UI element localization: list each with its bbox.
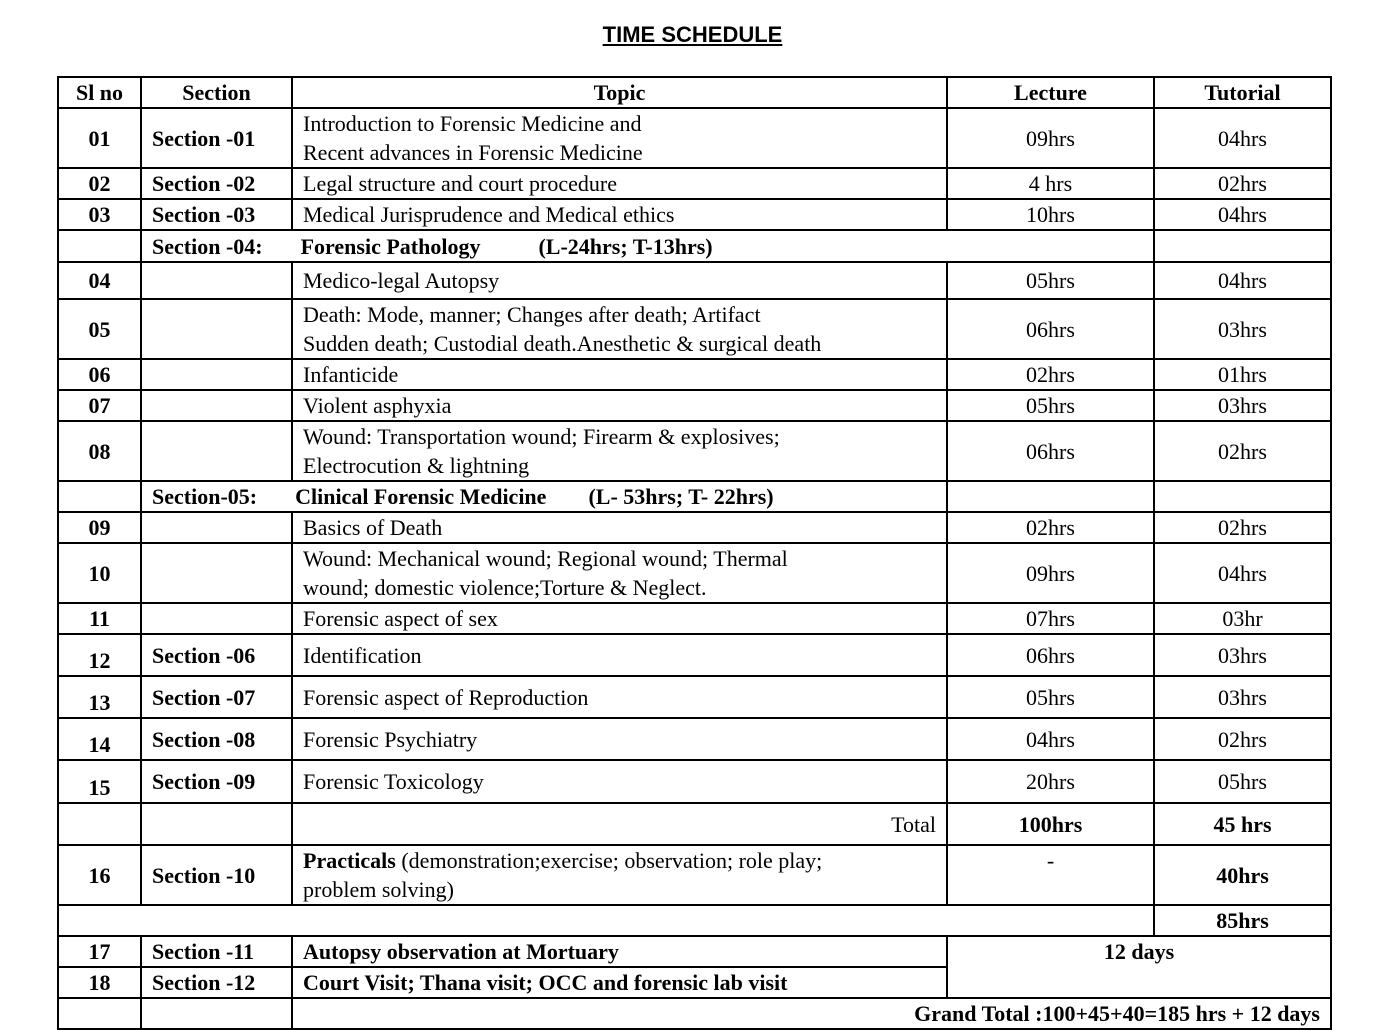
topic-cell [292,543,947,603]
section-cell: Section -01 [141,108,292,168]
header-row [58,77,1331,108]
page-title: TIME SCHEDULE [602,22,783,47]
tutorial-cell: 40hrs [1154,845,1331,905]
practicals-detail: (demonstration;exercise; observation; role play; [395,848,823,873]
sl-no: 10 [58,543,141,603]
topic-cell [292,845,947,905]
sl-no: 12 [58,634,141,676]
section-cell: Section -10 [141,845,292,905]
sl-no: 01 [58,108,141,168]
section-cell-empty [141,512,292,543]
sl-no: 18 [58,967,141,998]
section-name: Clinical Forensic Medicine [295,484,547,509]
tutorial-cell: 02hrs [1154,512,1331,543]
topic-line [303,846,936,875]
topic-line: Wound: Transportation wound; Firearm & explosives; [303,424,780,449]
table-row [58,421,1331,481]
topic-cell: Medico-legal Autopsy [292,262,947,299]
topic-line: problem solving) [303,877,454,902]
sl-no-empty [58,998,141,1029]
lecture-cell: 05hrs [947,262,1154,299]
lecture-cell: 05hrs [947,676,1154,718]
sl-no: 15 [58,760,141,803]
total-lecture: 100hrs [947,803,1154,845]
table-row [58,845,1331,905]
sl-no-empty [58,481,141,512]
header-tutorial: Tutorial [1154,77,1331,108]
tutorial-cell: 05hrs [1154,760,1331,803]
tutorial-cell: 02hrs [1154,168,1331,199]
total-label: Total [292,803,947,845]
section-hours: (L- 53hrs; T- 22hrs) [588,484,774,509]
topic-cell: Court Visit; Thana visit; OCC and forensic lab visit [292,967,947,998]
lecture-cell: 06hrs [947,299,1154,359]
section-heading [141,230,1154,262]
section-label: Section-05: [152,484,258,509]
topic-cell: Violent asphyxia [292,390,947,421]
sl-no: 03 [58,199,141,230]
table-row [58,262,1331,299]
tutorial-cell: 03hrs [1154,676,1331,718]
section-cell-empty [141,421,292,481]
sl-no: 17 [58,936,141,967]
lecture-cell: - [947,845,1154,905]
lecture-cell: 02hrs [947,359,1154,390]
sl-no-empty [58,230,141,262]
section-cell: Section -11 [141,936,292,967]
section-name: Forensic Pathology [300,233,481,259]
sl-no: 08 [58,421,141,481]
lecture-cell: 06hrs [947,634,1154,676]
header-lecture: Lecture [947,77,1154,108]
topic-cell: Forensic Toxicology [292,760,947,803]
section-cell-empty [141,262,292,299]
topic-line: Wound: Mechanical wound; Regional wound; Thermal [303,546,788,571]
tutorial-cell: 03hr [1154,603,1331,634]
topic-cell: Forensic aspect of sex [292,603,947,634]
tutorial-cell: 02hrs [1154,718,1331,760]
tutorial-cell: 04hrs [1154,543,1331,603]
table-row [58,936,1331,967]
section-cell: Section -08 [141,718,292,760]
section-header-row [58,230,1331,262]
sl-no: 14 [58,718,141,760]
sl-no-empty [58,803,141,845]
topic-cell [292,421,947,481]
tutorial-cell: 04hrs [1154,262,1331,299]
total-tutorial: 45 hrs [1154,803,1331,845]
lecture-cell: 09hrs [947,543,1154,603]
time-schedule-table [57,76,1332,1030]
section-cell-empty [141,803,292,845]
lecture-cell: 4 hrs [947,168,1154,199]
table-row [58,359,1331,390]
tutorial-cell: 03hrs [1154,390,1331,421]
section-header-row [58,481,1331,512]
header-topic: Topic [292,77,947,108]
section-cell: Section -02 [141,168,292,199]
tutorial-cell: 03hrs [1154,634,1331,676]
tutorial-cell: 03hrs [1154,299,1331,359]
total-row [58,803,1331,845]
table-row [58,299,1331,359]
header-sl-no: Sl no [58,77,141,108]
topic-cell: Forensic Psychiatry [292,718,947,760]
tutorial-cell: 02hrs [1154,421,1331,481]
topic-line: wound; domestic violence;Torture & Neglect. [303,575,707,600]
sl-no: 02 [58,168,141,199]
topic-cell: Identification [292,634,947,676]
topic-line: Sudden death; Custodial death.Anesthetic & surgical death [303,331,822,356]
sl-no: 05 [58,299,141,359]
tutorial-cell: 04hrs [1154,108,1331,168]
topic-cell: Infanticide [292,359,947,390]
visit-duration: 12 days [947,936,1331,998]
sl-no: 09 [58,512,141,543]
topic-cell: Autopsy observation at Mortuary [292,936,947,967]
topic-cell: Basics of Death [292,512,947,543]
topic-line: Electrocution & lightning [303,453,530,478]
table-row [58,108,1331,168]
header-section: Section [141,77,292,108]
section-cell: Section -03 [141,199,292,230]
table-row [58,390,1331,421]
section-cell-empty [141,998,292,1029]
sl-no: 06 [58,359,141,390]
table-row [58,543,1331,603]
topic-cell [292,108,947,168]
lecture-cell: 20hrs [947,760,1154,803]
section-cell: Section -09 [141,760,292,803]
topic-cell [292,299,947,359]
lecture-cell-empty [947,481,1154,512]
topic-line: Recent advances in Forensic Medicine [303,140,643,165]
lecture-cell: 05hrs [947,390,1154,421]
sl-no: 13 [58,676,141,718]
table-row [58,199,1331,230]
lecture-cell: 07hrs [947,603,1154,634]
grand-total: Grand Total :100+45+40=185 hrs + 12 days [292,998,1331,1029]
section-cell-empty [141,603,292,634]
lecture-cell: 09hrs [947,108,1154,168]
lecture-cell: 10hrs [947,199,1154,230]
subtotal-row [58,905,1331,936]
table-row [58,676,1331,718]
tutorial-cell: 01hrs [1154,359,1331,390]
table-row [58,634,1331,676]
section-cell: Section -07 [141,676,292,718]
tutorial-cell-empty [1154,481,1331,512]
topic-cell: Medical Jurisprudence and Medical ethics [292,199,947,230]
section-cell: Section -12 [141,967,292,998]
sl-no: 16 [58,845,141,905]
topic-line: Introduction to Forensic Medicine and [303,111,642,136]
grand-total-row [58,998,1331,1029]
section-cell: Section -06 [141,634,292,676]
table-row [58,603,1331,634]
table-row [58,760,1331,803]
lecture-cell: 06hrs [947,421,1154,481]
section-hours: (L-24hrs; T-13hrs) [538,233,713,259]
subtotal-spacer [58,905,1154,936]
sl-no: 11 [58,603,141,634]
section-cell-empty [141,359,292,390]
sl-no: 07 [58,390,141,421]
practicals-label: Practicals [303,848,396,873]
table-row [58,512,1331,543]
lecture-cell: 04hrs [947,718,1154,760]
topic-cell: Forensic aspect of Reproduction [292,676,947,718]
topic-line: Death: Mode, manner; Changes after death; Artifact [303,302,761,327]
section-label: Section -04: [152,233,263,259]
table-row [58,168,1331,199]
lecture-cell: 02hrs [947,512,1154,543]
section-heading [141,481,947,512]
sl-no: 04 [58,262,141,299]
topic-cell: Legal structure and court procedure [292,168,947,199]
tutorial-cell-empty [1154,230,1331,262]
section-cell-empty [141,390,292,421]
section-cell-empty [141,299,292,359]
subtotal-tutorial: 85hrs [1154,905,1331,936]
section-cell-empty [141,543,292,603]
table-row [58,718,1331,760]
tutorial-cell: 04hrs [1154,199,1331,230]
